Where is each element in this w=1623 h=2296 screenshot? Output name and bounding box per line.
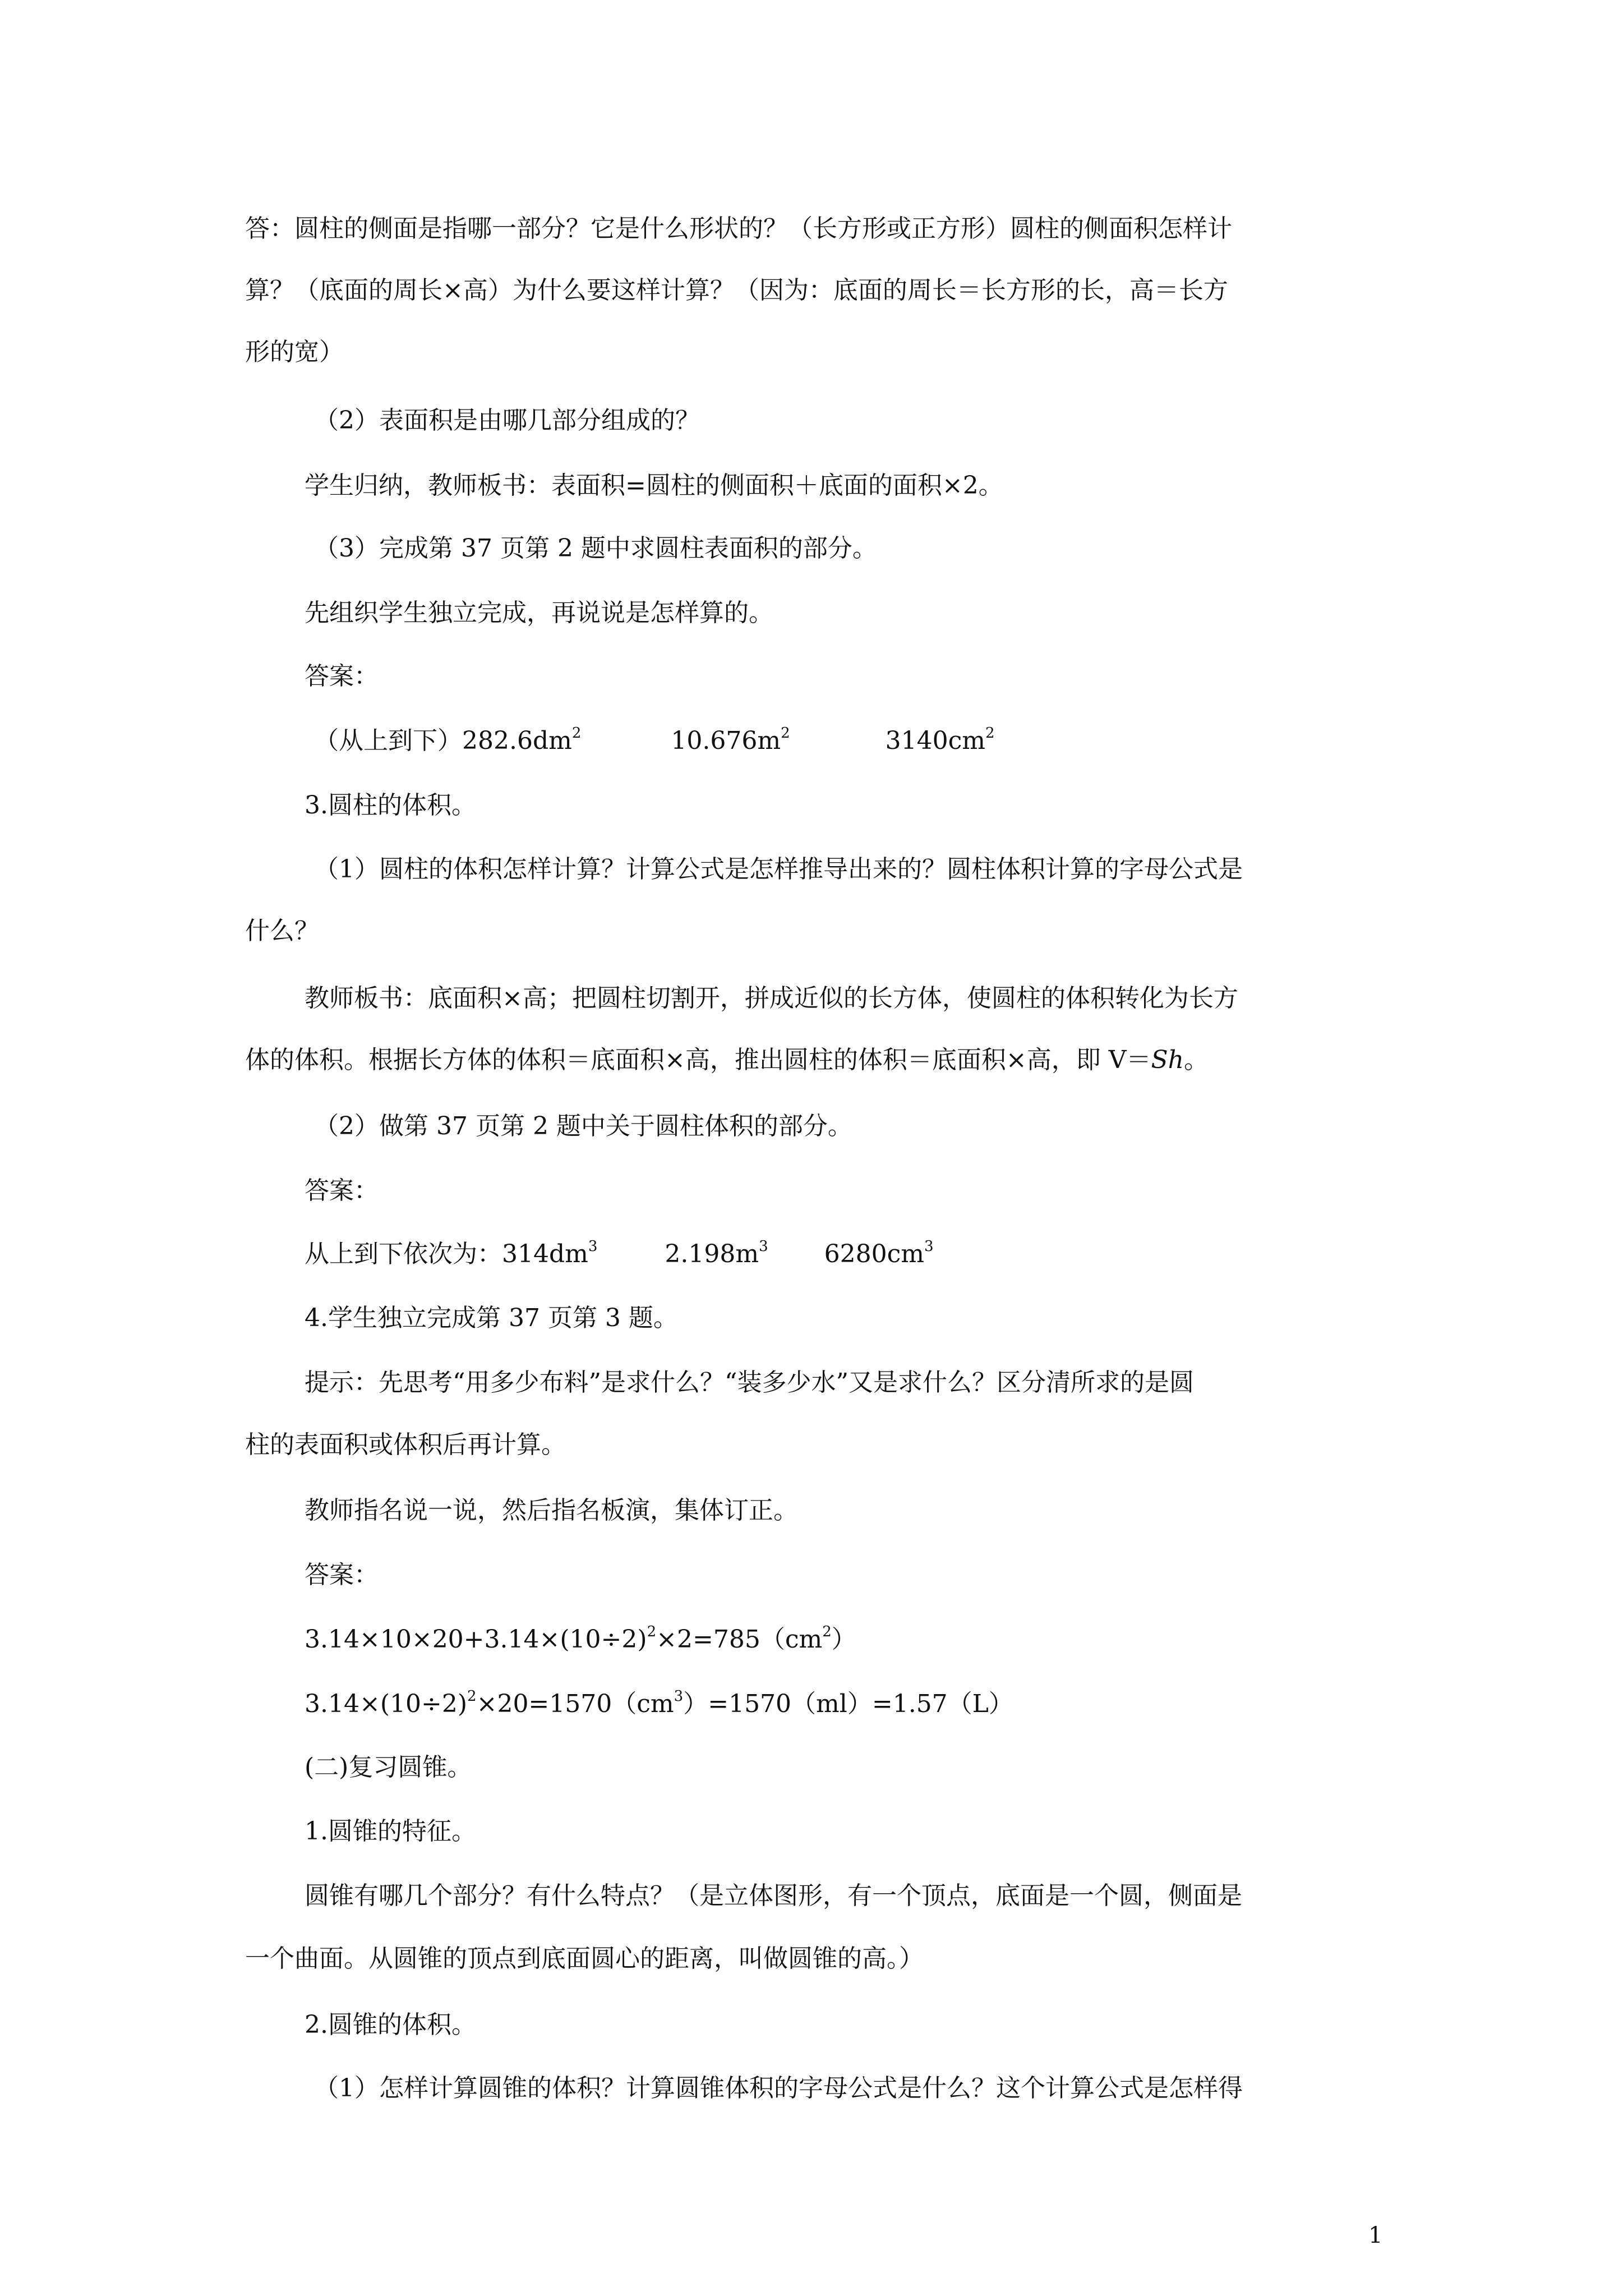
paragraph-line: 一个曲面。从圆锥的顶点到底面圆心的距离，叫做圆锥的高。） (245, 1944, 924, 1973)
answer-heading: 答案： (305, 1176, 379, 1205)
paragraph-line: （1）圆柱的体积怎样计算？计算公式是怎样推导出来的？圆柱体积计算的字母公式是 (314, 855, 1243, 884)
answer-value: $10.676m^2$ (671, 725, 790, 755)
page-number: 1 (1368, 2223, 1383, 2248)
paragraph-line: 先组织学生独立完成，再说说是怎样算的。 (305, 599, 773, 627)
paragraph-line: 学生归纳，教师板书：表面积=圆柱的侧面积＋底面的面积×2。 (305, 471, 1003, 500)
formula-sh: Sh (1151, 1046, 1184, 1074)
paragraph-line: （3）完成第 37 页第 2 题中求圆柱表面积的部分。 (314, 534, 877, 563)
paragraph-line: （2）表面积是由哪几部分组成的？ (314, 406, 700, 435)
paragraph-line: 体的体积。根据长方体的体积＝底面积×高，推出圆柱的体积＝底面积×高，即 V＝Sh。 (245, 1046, 1209, 1074)
answer-heading: 答案： (305, 662, 379, 691)
paragraph-line: 教师指名说一说，然后指名板演，集体订正。 (305, 1496, 798, 1525)
calculation-line: $3.14\times(10\div 2)^2\times 20=1570(cm^3)=1570(ml)=1.57(L)$ (305, 1688, 1013, 1718)
calculation-line: $3.14\times 10\times 20+3.14\times(10\div 2)^2\times 2=785(cm^2)$ (305, 1623, 856, 1654)
paragraph-line: 柱的表面积或体积后再计算。 (245, 1430, 566, 1459)
answer-heading: 答案： (305, 1561, 379, 1589)
paragraph-line: 提示：先思考“用多少布料”是求什么？“装多少水”又是求什么？区分清所求的是圆 (305, 1368, 1194, 1397)
answer-value: $314dm^3$ (502, 1238, 598, 1268)
answer-value: $282.6dm^2$ (462, 725, 582, 755)
answer-prefix: 从上到下依次为： (305, 1240, 502, 1268)
section-heading: 2.圆锥的体积。 (305, 2010, 476, 2039)
answer-value: $2.198m^3$ (665, 1238, 768, 1268)
paragraph-line: 形的宽） (245, 338, 344, 366)
paragraph-line: 什么？ (245, 917, 319, 945)
answer-prefix: （从上到下） (314, 726, 462, 755)
paragraph-line: 教师板书：底面积×高；把圆柱切割开，拼成近似的长方体，使圆柱的体积转化为长方 (305, 984, 1238, 1013)
section-heading: 1.圆锥的特征。 (305, 1817, 476, 1846)
paragraph-line: 圆锥有哪几个部分？有什么特点？（是立体图形，有一个顶点，底面是一个圆，侧面是 (305, 1881, 1242, 1910)
answer-values-volume (305, 1239, 934, 1270)
section-heading: 4.学生独立完成第 37 页第 3 题。 (305, 1304, 678, 1332)
paragraph-line: 答：圆柱的侧面是指哪一部分？它是什么形状的？（长方形或正方形）圆柱的侧面积怎样计 (245, 214, 1232, 243)
paragraph-line: 算？（底面的周长×高）为什么要这样计算？（因为：底面的周长＝长方形的长，高＝长方 (245, 276, 1228, 305)
answer-values-surface (314, 725, 995, 757)
section-heading: (二)复习圆锥。 (305, 1753, 472, 1782)
paragraph-line: （1）怎样计算圆锥的体积？计算圆锥体积的字母公式是什么？这个计算公式是怎样得 (314, 2074, 1243, 2102)
paragraph-line: （2）做第 37 页第 2 题中关于圆柱体积的部分。 (314, 1112, 852, 1140)
section-heading: 3.圆柱的体积。 (305, 791, 476, 820)
answer-value: $6280cm^3$ (824, 1238, 934, 1268)
answer-value: $3140cm^2$ (885, 725, 995, 755)
